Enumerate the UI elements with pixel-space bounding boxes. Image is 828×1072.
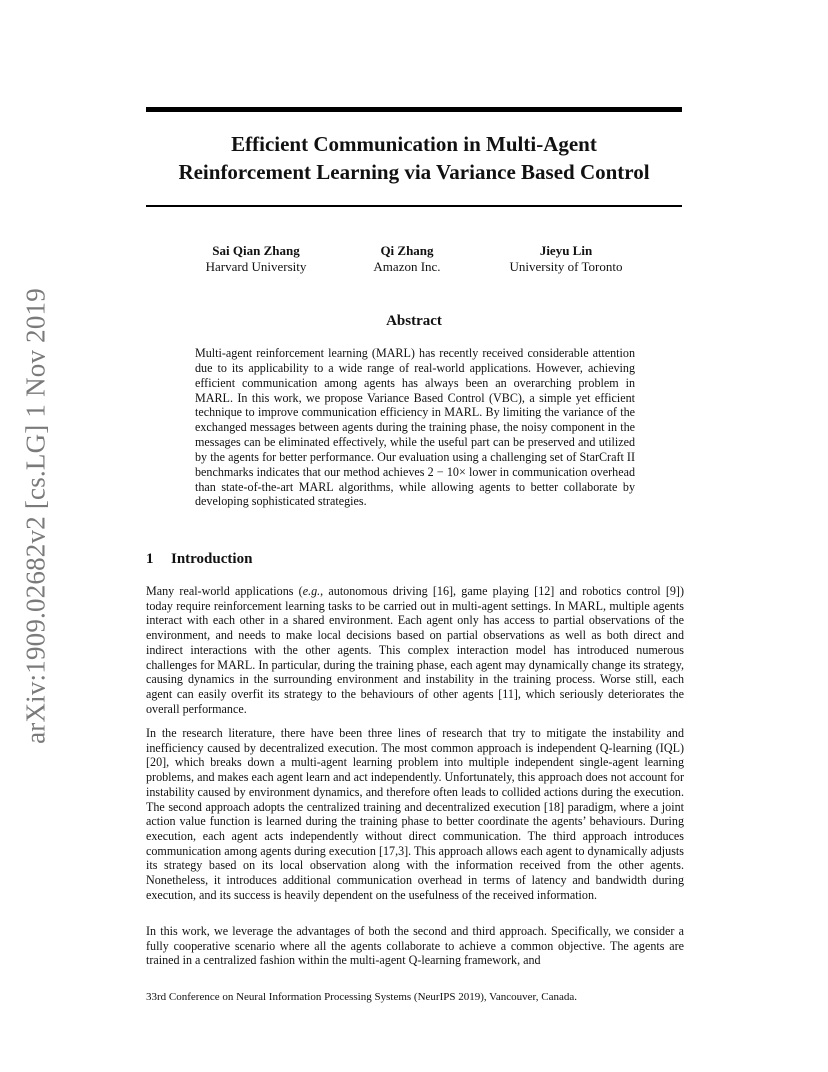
author-3 <box>498 243 634 275</box>
author-name: Jieyu Lin <box>539 243 593 258</box>
title-line-1: Efficient Communication in Multi-Agent <box>231 132 597 156</box>
section-number: 1 <box>146 551 154 567</box>
intro-p1-text-rest: , autonomous driving [16], game playing [12] and robotics control [9]) today require reinforcement learning tasks to be carried out in multi-agent settings. In MARL, multiple agents interact with each other in a shared environment. Each agent only has access to partial observations of the environment, and needs to make local decisions based on partial observations as well as both direct and indirect interactions with the other agents. This complex interaction model has introduced numerous challenges for MARL. In particular, during the training phase, each agent may dynamically change its strategy, causing dynamics in the surrounding environment and instability in the training process. Worse still, each agent can easily overfit its strategy to the behaviours of other agents [11], which seriously deteriorates the overall performance. <box>146 584 684 716</box>
conference-footnote: 33rd Conference on Neural Information Processing Systems (NeurIPS 2019), Vancouver, Canada. <box>146 991 578 1003</box>
author-2 <box>356 243 458 275</box>
intro-paragraph-1 <box>146 584 684 716</box>
arxiv-identifier-stamp: arXiv:1909.02682v2 [cs.LG] 1 Nov 2019 <box>20 288 51 744</box>
abstract-text: Multi-agent reinforcement learning (MARL) has recently received considerable attention due to its applicability to a wide range of real-world applications. However, achieving efficient communication among agents has always been an overarching problem in MARL. In this work, we propose Variance Based Control (VBC), a simple yet efficient technique to improve communication efficiency in MARL. By limiting the variance of the exchanged messages between agents during the training phase, the noisy component in the messages can be eliminated effectively, while the useful part can be preserved and utilized by the agents for better performance. Our evaluation using a challenging set of StarCraft II benchmarks indicates that our method achieves 2 − 10× lower in communication overhead than state-of-the-art MARL algorithms, while allowing agents to better collaborate by developing sophisticated strategies. <box>195 346 635 509</box>
intro-paragraph-2: In the research literature, there have been three lines of research that try to mitigate the instability and inefficiency caused by decentralized execution. The most common approach is independent Q-learning (IQL) [20], which breaks down a multi-agent learning problem into multiple independent single-agent learning problems, and makes each agent learn and act independently. Unfortunately, this approach does not account for instability caused by environment dynamics, and therefore often leads to collided actions during the execution. The second approach adopts the centralized training and decentralized execution [18] paradigm, where a joint action value function is learned during the training phase to better coordinate the agents’ behaviours. During execution, each agent acts independently without direct communication. The third approach introduces communication among agents during execution [17,3]. This approach allows each agent to dynamically adjusts its strategy based on its local observation along with the information received from the other agents. Nonetheless, it introduces additional communication overhead in terms of latency and bandwidth during execution, and its success is heavily dependent on the usefulness of the received information. <box>146 726 684 902</box>
title-top-rule <box>146 107 682 112</box>
section-heading-introduction <box>146 550 252 568</box>
intro-p1-eg: e.g. <box>302 584 321 598</box>
author-affiliation: Harvard University <box>205 259 307 274</box>
author-affiliation: Amazon Inc. <box>373 259 441 274</box>
section-title: Introduction <box>171 551 253 567</box>
author-block <box>146 243 682 283</box>
author-name: Sai Qian Zhang <box>212 243 300 258</box>
abstract-heading: Abstract <box>386 313 442 329</box>
author-1 <box>204 243 308 275</box>
title-line-2: Reinforcement Learning via Variance Based Control <box>178 160 650 184</box>
author-name: Qi Zhang <box>380 243 434 258</box>
paper-title <box>146 130 682 186</box>
intro-paragraph-3: In this work, we leverage the advantages of both the second and third approach. Specifically, we consider a fully cooperative scenario where all the agents collaborate to achieve a common objective. The agents are trained in a centralized fashion within the multi-agent Q-learning framework, and <box>146 924 684 968</box>
author-affiliation: University of Toronto <box>509 259 623 274</box>
title-bottom-rule <box>146 205 682 207</box>
intro-p1-text-start: Many real-world applications ( <box>146 584 303 598</box>
